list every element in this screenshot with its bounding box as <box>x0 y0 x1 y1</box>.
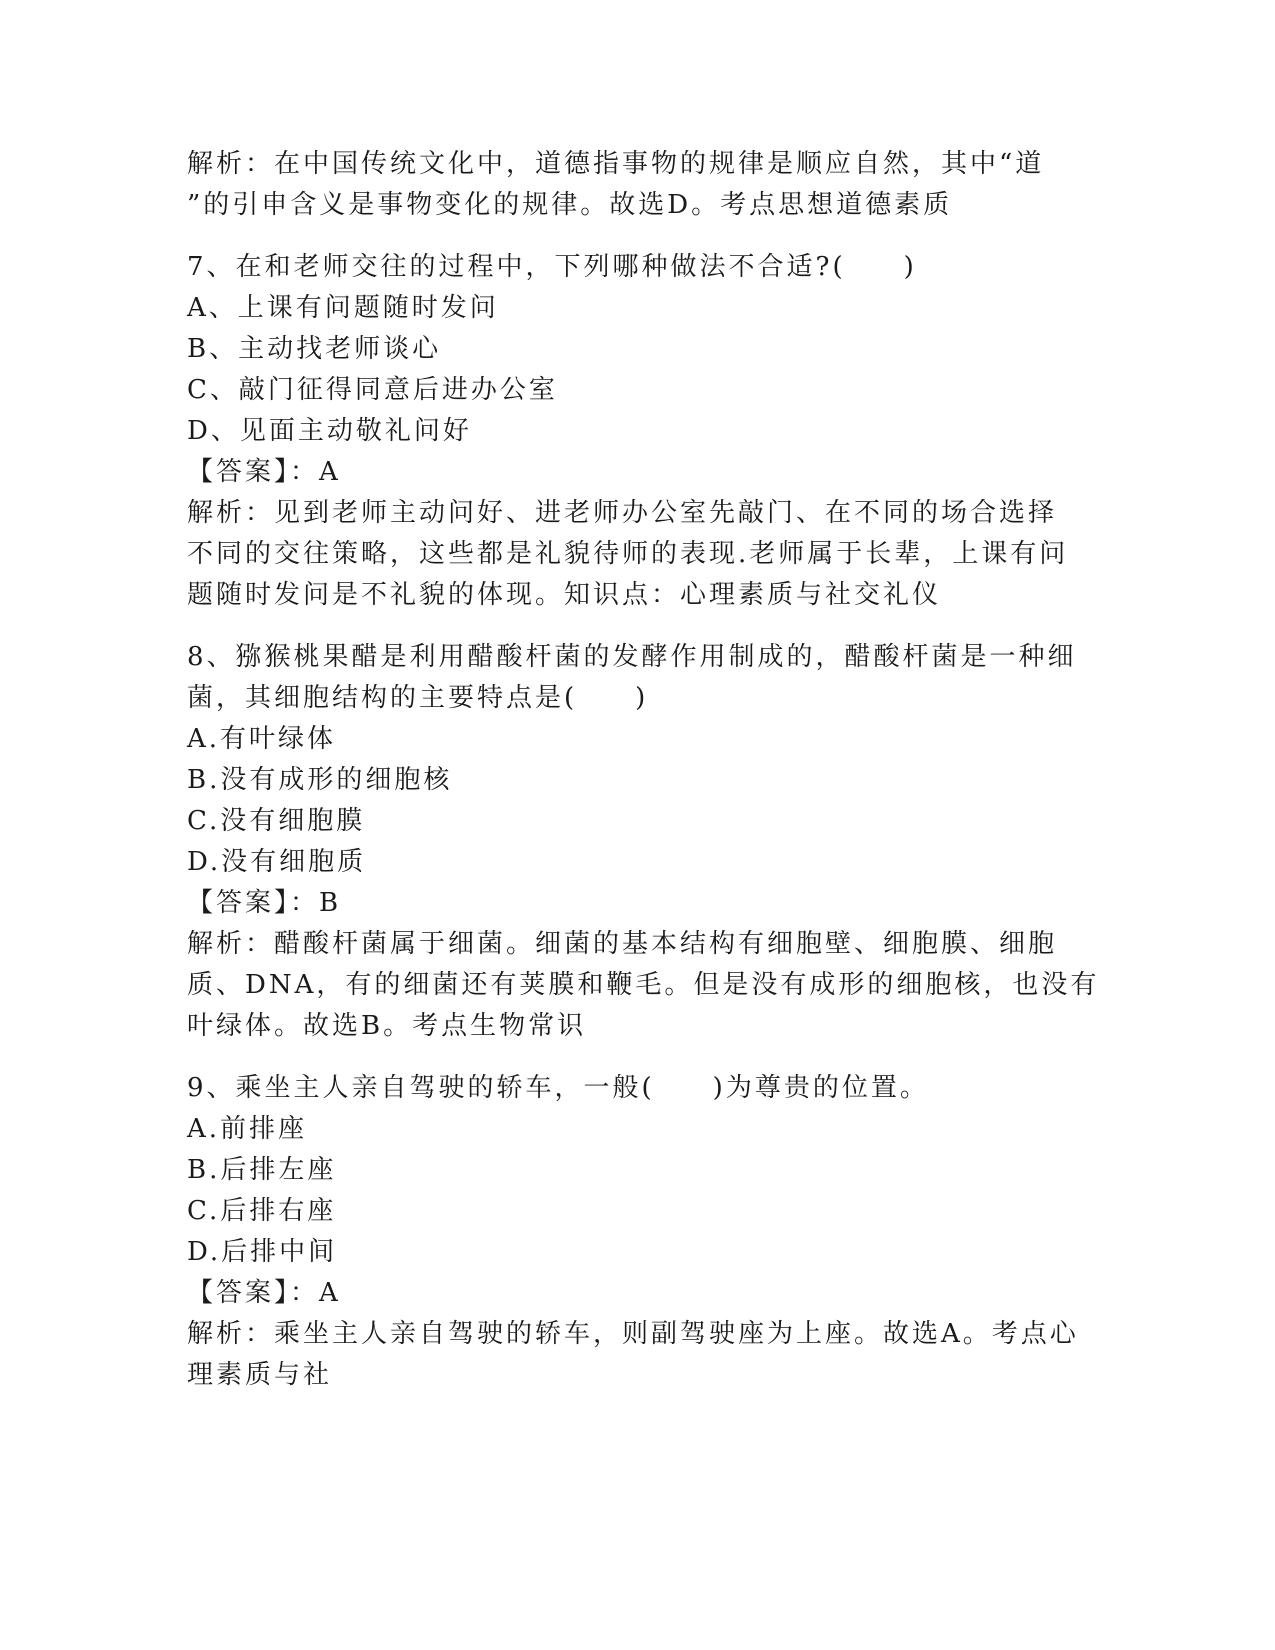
question-8-option-c: C.没有细胞膜 <box>187 806 366 836</box>
question-8-answer: 【答案】：B <box>187 888 342 918</box>
question-9-answer: 【答案】：A <box>187 1278 341 1308</box>
question-9-explanation-line: 解析：乘坐主人亲自驾驶的轿车，则副驾驶座为上座。故选A。考点心 <box>187 1319 1079 1349</box>
question-8-explanation-line: 叶绿体。故选B。考点生物常识 <box>187 1011 587 1041</box>
question-8-explanation-line: 解析：醋酸杆菌属于细菌。细菌的基本结构有细胞壁、细胞膜、细胞 <box>187 929 1058 959</box>
question-7-option-b: B、主动找老师谈心 <box>187 334 442 364</box>
question-7-explanation-line: 题随时发问是不礼貌的体现。知识点：心理素质与社交礼仪 <box>187 580 942 610</box>
question-9-option-d: D.后排中间 <box>187 1237 338 1267</box>
explanation-line: ”的引申含义是事物变化的规律。故选D。考点思想道德素质 <box>187 190 953 220</box>
question-8-stem: 菌，其细胞结构的主要特点是( ) <box>187 683 649 713</box>
question-7-option-c: C、敲门征得同意后进办公室 <box>187 375 558 405</box>
question-7-explanation-line: 解析：见到老师主动问好、进老师办公室先敲门、在不同的场合选择 <box>187 498 1058 528</box>
question-9-option-c: C.后排右座 <box>187 1196 337 1226</box>
question-9-option-b: B.后排左座 <box>187 1155 337 1185</box>
question-8-option-a: A.有叶绿体 <box>187 724 337 754</box>
question-7-option-d: D、见面主动敬礼问好 <box>187 416 472 446</box>
question-9-stem: 9、乘坐主人亲自驾驶的轿车，一般( )为尊贵的位置。 <box>187 1073 929 1103</box>
question-7-option-a: A、上课有问题随时发问 <box>187 293 499 323</box>
question-7-stem: 7、在和老师交往的过程中，下列哪种做法不合适?( ) <box>187 252 917 282</box>
question-8-stem: 8、猕猴桃果醋是利用醋酸杆菌的发酵作用制成的，醋酸杆菌是一种细 <box>187 642 1077 672</box>
question-7-answer: 【答案】：A <box>187 457 341 487</box>
explanation-line: 解析：在中国传统文化中，道德指事物的规律是顺应自然，其中“道 <box>187 149 1045 179</box>
question-9-option-a: A.前排座 <box>187 1114 308 1144</box>
question-8-explanation-line: 质、DNA，有的细菌还有荚膜和鞭毛。但是没有成形的细胞核，也没有 <box>187 970 1100 1000</box>
question-7-explanation-line: 不同的交往策略，这些都是礼貌待师的表现.老师属于长辈，上课有问 <box>187 539 1069 569</box>
question-9-explanation-line: 理素质与社 <box>187 1360 333 1390</box>
question-8-option-d: D.没有细胞质 <box>187 847 367 877</box>
question-8-option-b: B.没有成形的细胞核 <box>187 765 453 795</box>
